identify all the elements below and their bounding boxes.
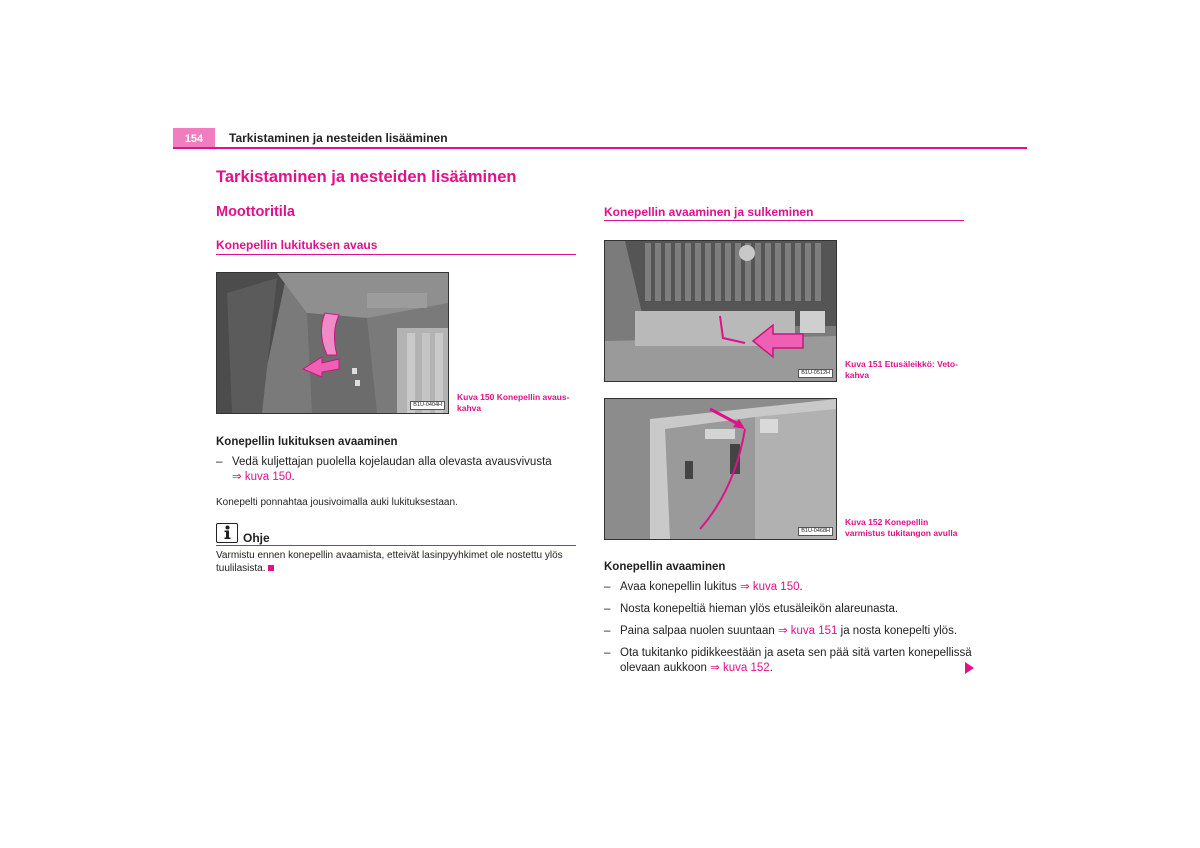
figure-151-caption-line2: kahva: [845, 370, 870, 380]
step-text: Ota tukitanko pidikkeestään ja aseta sen pää sitä varten konepellissä: [620, 647, 972, 659]
left-note: Konepelti ponnahtaa jousivoimalla auki lukituksestaan.: [216, 497, 458, 508]
step-end: .: [291, 471, 295, 483]
step-dash: –: [604, 581, 611, 593]
step-ref-link[interactable]: ⇒ kuva 152: [710, 662, 770, 674]
step-end: ja nosta konepelti ylös.: [837, 625, 958, 637]
header-rule: [173, 147, 1027, 149]
step-ref-link[interactable]: ⇒ kuva 151: [777, 625, 838, 637]
left-subheading: Konepellin lukituksen avaaminen: [216, 436, 398, 448]
figure-152-code: B1U-0468H: [798, 527, 833, 536]
figure-150-code: B1U-0404H: [410, 401, 445, 410]
step-dash: –: [216, 456, 223, 468]
running-title: Tarkistaminen ja nesteiden lisääminen: [229, 131, 448, 145]
right-step-3: [604, 624, 974, 639]
step-dash: –: [604, 625, 611, 637]
info-label: Ohje: [243, 531, 270, 545]
step-ref-link[interactable]: ⇒ kuva 150: [739, 581, 800, 593]
info-rule: [216, 545, 576, 546]
figure-151-caption: [845, 359, 958, 381]
figure-151-caption-line1: Kuva 151 Etusäleikkö: Veto-: [845, 359, 958, 369]
right-steps: [604, 580, 974, 676]
step-dash: –: [604, 647, 611, 659]
left-step: [216, 455, 576, 485]
step-end: .: [799, 581, 803, 593]
right-step-2: [604, 602, 974, 617]
step-dash: –: [604, 603, 611, 615]
figure-151-code: B1U-0512H: [798, 369, 833, 378]
figure-152-caption: [845, 517, 957, 539]
right-subheading: Konepellin avaaminen: [604, 561, 726, 573]
figure-152-image: [604, 398, 837, 540]
step-text-continued: olevaan aukkoon: [620, 662, 707, 674]
step-text: Vedä kuljettajan puolella kojelaudan alla olevasta avausvivusta: [232, 456, 552, 468]
figure-152-caption-line1: Kuva 152 Konepellin: [845, 517, 929, 527]
left-subsection-title: Konepellin lukituksen avaus: [216, 238, 378, 252]
right-subsection-rule: [604, 220, 964, 221]
step-text: Nosta konepeltiä hieman ylös etusäleikön alareunasta.: [620, 603, 899, 615]
info-text-line1: Varmistu ennen konepellin avaamista, etteivät lasinpyyhkimet ole nostettu ylös: [216, 550, 563, 561]
info-icon: [216, 523, 238, 543]
section-title: Moottoritila: [216, 204, 295, 220]
figure-150-image: [216, 272, 449, 414]
figure-151-image: [604, 240, 837, 382]
right-subsection-title: Konepellin avaaminen ja sulkeminen: [604, 205, 814, 219]
page-number: 154: [173, 128, 215, 148]
right-step-1: [604, 580, 974, 595]
figure-150-caption: [457, 392, 569, 414]
step-ref-link[interactable]: ⇒ kuva 150: [232, 471, 292, 483]
continue-arrow-icon: [965, 662, 974, 674]
chapter-title: Tarkistaminen ja nesteiden lisääminen: [216, 168, 517, 186]
info-text-line2: tuulilasista.: [216, 563, 266, 574]
end-of-section-icon: [268, 565, 274, 571]
figure-150-caption-line1: Kuva 150 Konepellin avaus-: [457, 392, 570, 402]
left-subsection-rule: [216, 254, 576, 255]
step-text: Paina salpaa nuolen suuntaan: [620, 625, 775, 637]
step-end: .: [769, 662, 773, 674]
figure-150-caption-line2: kahva: [457, 403, 482, 413]
figure-152-caption-line2: varmistus tukitangon avulla: [845, 528, 958, 538]
step-text: Avaa konepellin lukitus: [620, 581, 737, 593]
right-step-4: [604, 646, 974, 676]
info-text: [216, 549, 586, 575]
